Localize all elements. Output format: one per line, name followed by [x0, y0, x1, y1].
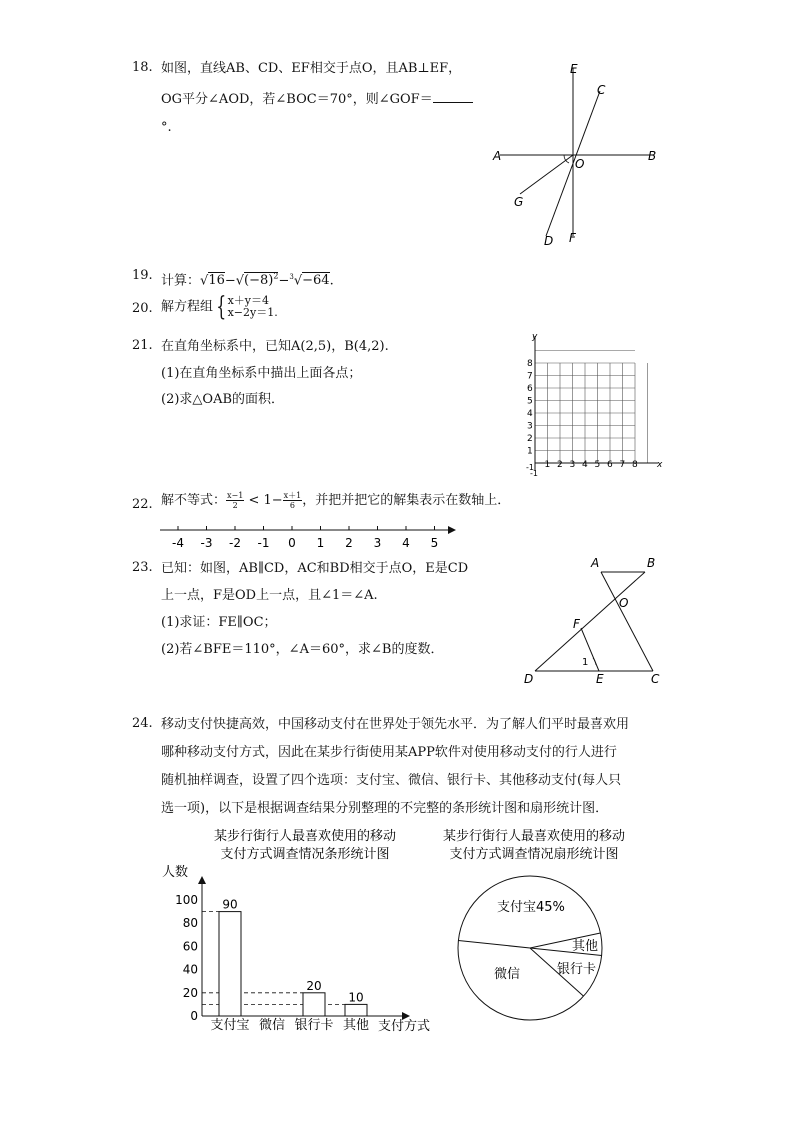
- bar-category-label: 其他: [342, 1018, 370, 1033]
- label-f: F: [573, 617, 580, 631]
- bar: [303, 993, 325, 1016]
- number-line-label: -2: [229, 536, 241, 550]
- bar-bars: [219, 898, 367, 1016]
- y-axis-label: y: [532, 332, 538, 342]
- pie-slice-label: 其他: [572, 939, 599, 954]
- y-tick-label: 2: [527, 434, 533, 444]
- q23-number: 23.: [132, 560, 153, 575]
- x-tick-label: 3: [569, 460, 576, 470]
- q22-prefix: 解不等式：: [161, 493, 227, 508]
- q19-number: 19.: [132, 268, 153, 283]
- bar-chart: [160, 826, 445, 1041]
- bar-category-label: 微信: [258, 1018, 286, 1033]
- segment-ac: [601, 572, 653, 671]
- label-o: O: [575, 157, 585, 171]
- pie-chart: [432, 826, 647, 1036]
- x-axis-label: x: [657, 460, 663, 470]
- label-a: A: [591, 556, 600, 570]
- bar-chart-ylabel: 人数: [162, 865, 189, 880]
- neg-one-x: -1: [526, 463, 534, 472]
- q19-term2: (−8): [244, 273, 274, 289]
- y-tick-label: 5: [527, 396, 533, 407]
- label-c: C: [597, 83, 606, 97]
- y-tick-label: 1: [527, 446, 533, 457]
- number-line-arrow: [448, 526, 456, 534]
- bar-category-label: 银行卡: [294, 1018, 334, 1033]
- number-line-label: -3: [200, 536, 213, 550]
- label-d: D: [544, 234, 554, 248]
- number-line-label: 5: [430, 536, 439, 550]
- q20-system: 解方程组 { x＋y＝4 x−2y＝1.: [161, 292, 278, 322]
- q22-suffix: ，并把并把它的解集表示在数轴上．: [302, 493, 511, 508]
- q23-line3: (1)求证：FE∥OC；: [161, 615, 277, 630]
- number-line-label: -1: [257, 536, 270, 550]
- label-a: A: [493, 149, 502, 163]
- q19-end: .: [329, 273, 334, 289]
- number-line-label: 2: [345, 536, 353, 550]
- q23-figure: [518, 554, 668, 689]
- q21-grid: [520, 330, 670, 480]
- q20-eq2: x−2y＝1: [227, 306, 275, 319]
- label-o: O: [619, 596, 629, 610]
- x-tick-label: 1: [544, 460, 551, 470]
- label-e: E: [570, 62, 578, 76]
- bar-y-tick-label: 0: [190, 1009, 198, 1023]
- q19-term1: 16: [208, 273, 225, 289]
- grid-lines: [535, 351, 648, 464]
- bar-y-ticks: [175, 893, 198, 1023]
- neg-one-y: -1: [530, 469, 538, 478]
- bar-y-arrow: [198, 876, 206, 884]
- q21-number: 21.: [132, 338, 153, 353]
- pie-slice-label: 银行卡: [557, 962, 597, 977]
- bar: [345, 1004, 367, 1016]
- q23-line4: (2)若∠BFE＝110°，∠A＝60°，求∠B的度数．: [161, 642, 444, 657]
- ray-og: [520, 155, 573, 194]
- q22-inequality: 解不等式： $\frac{x-1}{2}$ < 1− $\frac{x+1}{6}$ ，并把并把它的解集表示在数轴上．: [161, 491, 511, 510]
- bar-y-tick-label: 100: [175, 893, 198, 907]
- y-tick-label: 8: [527, 359, 533, 369]
- label-e: E: [596, 672, 604, 686]
- bar-category-label: 支付宝: [210, 1018, 250, 1033]
- q18-line2: [161, 90, 473, 109]
- x-tick-label: 6: [607, 460, 613, 470]
- bar-y-tick-label: 80: [182, 916, 198, 931]
- q20-eq1: x＋y＝4: [227, 294, 269, 307]
- q19-term3: −64: [302, 273, 330, 289]
- x-tick-label: 4: [582, 460, 588, 470]
- label-b: B: [648, 149, 657, 163]
- y-tick-labels: [527, 359, 533, 457]
- q18-number: 18.: [132, 60, 153, 75]
- x-tick-label: 8: [632, 460, 638, 470]
- label-b: B: [647, 556, 656, 570]
- number-line-label: 3: [373, 536, 382, 550]
- q18-line2-text: OG平分∠AOD，若∠BOC＝70°，则∠GOF＝: [161, 92, 433, 107]
- y-tick-label: 3: [527, 421, 533, 432]
- q24-line3: 随机抽样调查，设置了四个选项：支付宝、微信、银行卡、其他移动支付(每人只: [161, 773, 622, 788]
- label-f: F: [569, 231, 576, 245]
- q22-number-line: [158, 520, 458, 554]
- pie-chart-title-line1: 某步行街行人最喜欢使用的移动: [442, 829, 626, 844]
- bar-value-label: 20: [306, 978, 322, 993]
- q18-line3: °.: [161, 120, 172, 135]
- number-line-label: 0: [288, 536, 296, 550]
- y-tick-label: 4: [527, 409, 533, 419]
- label-angle-1: 1: [582, 657, 589, 668]
- q24-line1: 移动支付快捷高效，中国移动支付在世界处于领先水平．为了解人们平时最喜欢用: [161, 717, 630, 732]
- x-tick-label: 7: [619, 460, 626, 470]
- q19-prefix: 计算：: [161, 273, 201, 289]
- pie-chart-title-line2: 支付方式调查情况扇形统计图: [449, 847, 619, 862]
- bar-chart-title-line1: 某步行街行人最喜欢使用的移动: [213, 829, 397, 844]
- segment-bd: [535, 572, 645, 671]
- q21-line2: (1)在直角坐标系中描出上面各点；: [161, 366, 362, 381]
- q24-line4: 选一项)，以下是根据调查结果分别整理的不完整的条形统计图和扇形统计图．: [161, 801, 609, 816]
- bar-y-tick-label: 40: [182, 962, 198, 977]
- bar-chart-title-line2: 支付方式调查情况条形统计图: [220, 847, 390, 862]
- q18-line1: 如图，直线AB、CD、EF相交于点O，且AB⊥EF，: [161, 61, 462, 76]
- q21-line1: 在直角坐标系中，已知A(2,5)，B(4,2).: [161, 339, 389, 354]
- number-line-label: -4: [172, 536, 184, 550]
- pie-slice-label: 微信: [494, 967, 521, 982]
- q22-number: 22.: [132, 497, 153, 512]
- q19-exponent: 2: [273, 272, 279, 281]
- label-g: G: [514, 195, 524, 209]
- bar-y-tick-label: 60: [182, 939, 198, 954]
- q18-figure: [490, 56, 670, 251]
- bar-value-label: 90: [222, 897, 238, 912]
- q24-line2: 哪种移动支付方式，因此在某步行街使用某APP软件对使用移动支付的行人进行: [161, 745, 617, 760]
- bar-categories: [210, 1017, 369, 1033]
- bar-value-label: 10: [348, 990, 364, 1005]
- q23-line2: 上一点，F是OD上一点，且∠1＝∠A.: [161, 588, 378, 603]
- x-tick-label: 2: [557, 460, 563, 470]
- bar: [219, 912, 241, 1016]
- q23-line1: 已知：如图，AB∥CD，AC和BD相交于点O，E是CD: [161, 561, 469, 576]
- q18-answer-blank: [433, 90, 473, 103]
- number-line-label: 4: [402, 536, 410, 550]
- q21-line3: (2)求△OAB的面积．: [161, 392, 285, 407]
- pie-slice-label: 支付宝45%: [497, 900, 565, 915]
- x-tick-labels: [545, 460, 639, 470]
- x-tick-label: 5: [594, 460, 601, 470]
- y-tick-label: 6: [527, 384, 533, 394]
- bar-chart-xlabel: 支付方式: [378, 1019, 431, 1034]
- q24-number: 24.: [132, 716, 153, 731]
- label-c: C: [651, 672, 660, 686]
- bar-y-tick-label: 20: [182, 985, 198, 1000]
- y-tick-label: 7: [527, 371, 533, 382]
- q19-expression: 计算：$√16-√(-8)^2-^3√-64$.: [161, 272, 334, 289]
- number-line-label: 1: [316, 536, 325, 550]
- label-d: D: [524, 672, 534, 686]
- q20-number: 20.: [132, 301, 153, 316]
- q20-prefix: 解方程组: [161, 299, 214, 315]
